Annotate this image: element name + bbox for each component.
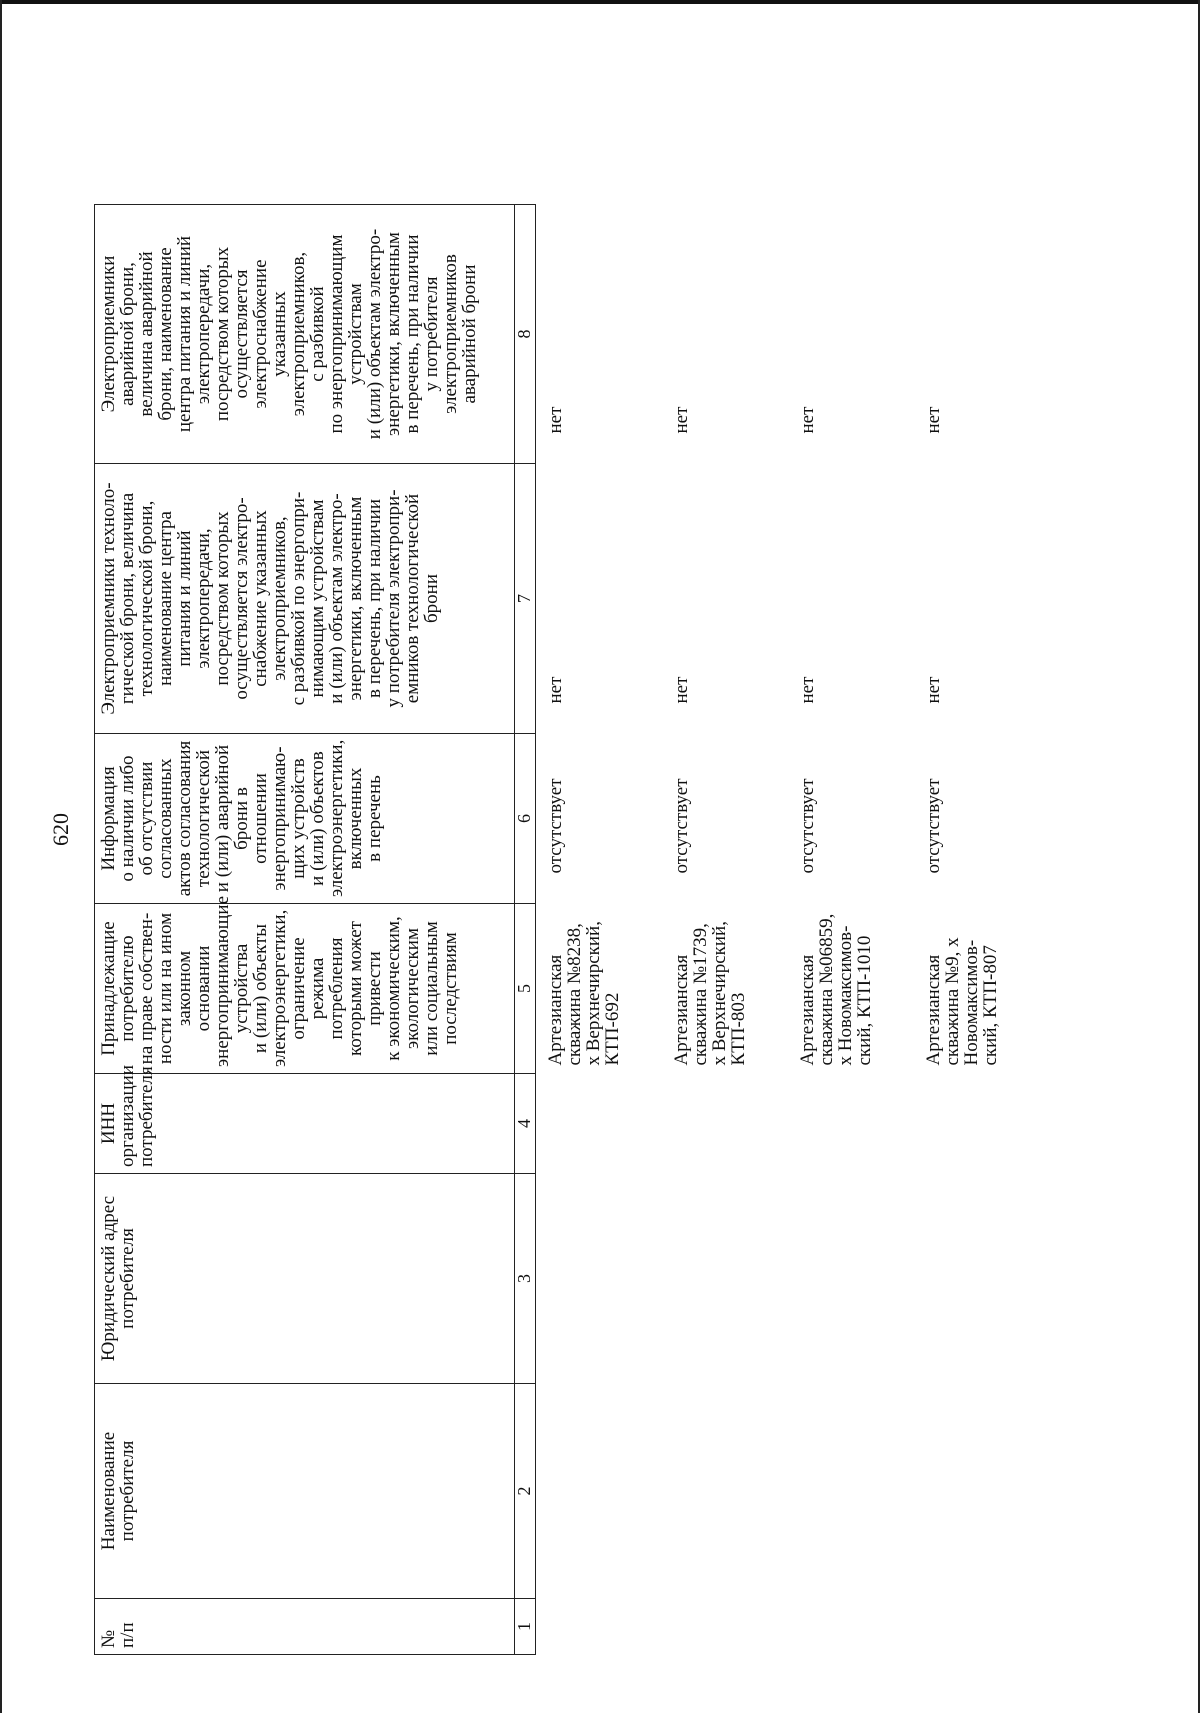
cell-agreement-info: отсутствует [545,778,566,874]
table-row [536,55,662,1655]
cell-legal-address [662,1174,788,1384]
header-row [95,55,515,1655]
scan-edge-left [0,0,2,1713]
cell-agreement-info: отсутствует [922,778,944,874]
page-number: 620 [48,813,73,846]
column-number: 1 [515,1599,536,1655]
cell-emergency-reserve: нет [922,406,944,434]
cell-emergency-reserve: нет [545,406,566,434]
cell-technological-reserve: нет [922,676,944,704]
cell-consumer-name [662,1384,788,1599]
cell-spacer [536,55,662,205]
header-spacer [95,55,515,205]
cell-consumer-name [788,1384,914,1599]
cell-devices: Артезианская скважина №06859, х Новомаксимов- ский, КТП-1010 [796,913,875,1066]
cell-consumer-name [536,1384,662,1599]
header-legal-address: Юридический адрес потребителя [95,1174,515,1384]
column-number-row [515,55,536,1655]
header-number: № п/п [95,1599,515,1655]
cell-legal-address [536,1174,662,1384]
cell-number [788,1599,914,1655]
column-number: 2 [515,1384,536,1599]
column-number: 6 [515,734,536,904]
cell-emergency-reserve: нет [670,406,692,434]
header-devices: Принадлежащие потребителю на праве собствен- ности или на ином законном основании энергопринимающие устройства и (или) объекты электроэнергетики, ограничение режима потребления которыми может привести к экономическим, экологическим или социальным последствиям [95,904,515,1074]
column-number-spacer [515,55,536,205]
cell-inn [788,1074,914,1174]
table-row [914,55,1040,1655]
cell-spacer [788,55,914,205]
consumer-table [94,54,1040,1655]
cell-technological-reserve: нет [670,676,692,704]
header-inn: ИНН организации потребителя [95,1074,515,1174]
cell-devices: Артезианская скважина №9, х Новомаксимов- ский, КТП-807 [922,937,1001,1066]
cell-number [536,1599,662,1655]
table-row [788,55,914,1655]
rotated-page [94,55,1174,1655]
column-number: 4 [515,1074,536,1174]
cell-technological-reserve: нет [796,676,818,704]
cell-consumer-name [914,1384,1040,1599]
cell-technological-reserve: нет [545,676,566,704]
cell-agreement-info: отсутствует [670,778,692,874]
header-consumer-name: Наименование потребителя [95,1384,515,1599]
cell-inn [662,1074,788,1174]
cell-emergency-reserve: нет [796,406,818,434]
cell-legal-address [788,1174,914,1384]
cell-spacer [662,55,788,205]
column-number: 8 [515,205,536,464]
cell-number [662,1599,788,1655]
cell-agreement-info: отсутствует [796,778,818,874]
header-emergency-reserve: Электроприемники аварийной брони, величина аварийной брони, наименование центра питания и линий электропередачи, посредством которых осуществляется электроснабжение указанных электроприемников, с разбивкой по энергопринимающим устройствам и (или) объектам электро- энергетики, включенным в перечень, при наличии у потребителя электроприемников аварийной брони [95,205,515,464]
cell-devices: Артезианская скважина №8238, х Верхнечирский, КТП-692 [545,921,623,1066]
column-number: 7 [515,464,536,734]
header-technological-reserve: Электроприемники техноло- гической брони, величина технологической брони, наименование центра питания и линий электропередачи, посредством которых осуществляется электро- снабжение указанных электроприемников, с разбивкой по энергопри- нимающим устройствам и (или) объектам электро- энергетики, включенным в перечень, при наличии у потребителя электропри- емников технологической брони [95,464,515,734]
cell-legal-address [914,1174,1040,1384]
column-number: 3 [515,1174,536,1384]
column-number: 5 [515,904,536,1074]
table-row [662,55,788,1655]
scan-edge-top [0,0,1200,4]
cell-inn [914,1074,1040,1174]
cell-spacer [914,55,1040,205]
cell-devices: Артезианская скважина №1739, х Верхнечирский, КТП-803 [670,921,749,1066]
cell-number [914,1599,1040,1655]
header-agreement-info: Информация о наличии либо об отсутствии согласованных актов согласования технологической и (или) аварийной брони в отношении энергопринимаю- щих устройств и (или) объектов электроэнергетики, включенных в перечень [95,734,515,904]
cell-inn [536,1074,662,1174]
